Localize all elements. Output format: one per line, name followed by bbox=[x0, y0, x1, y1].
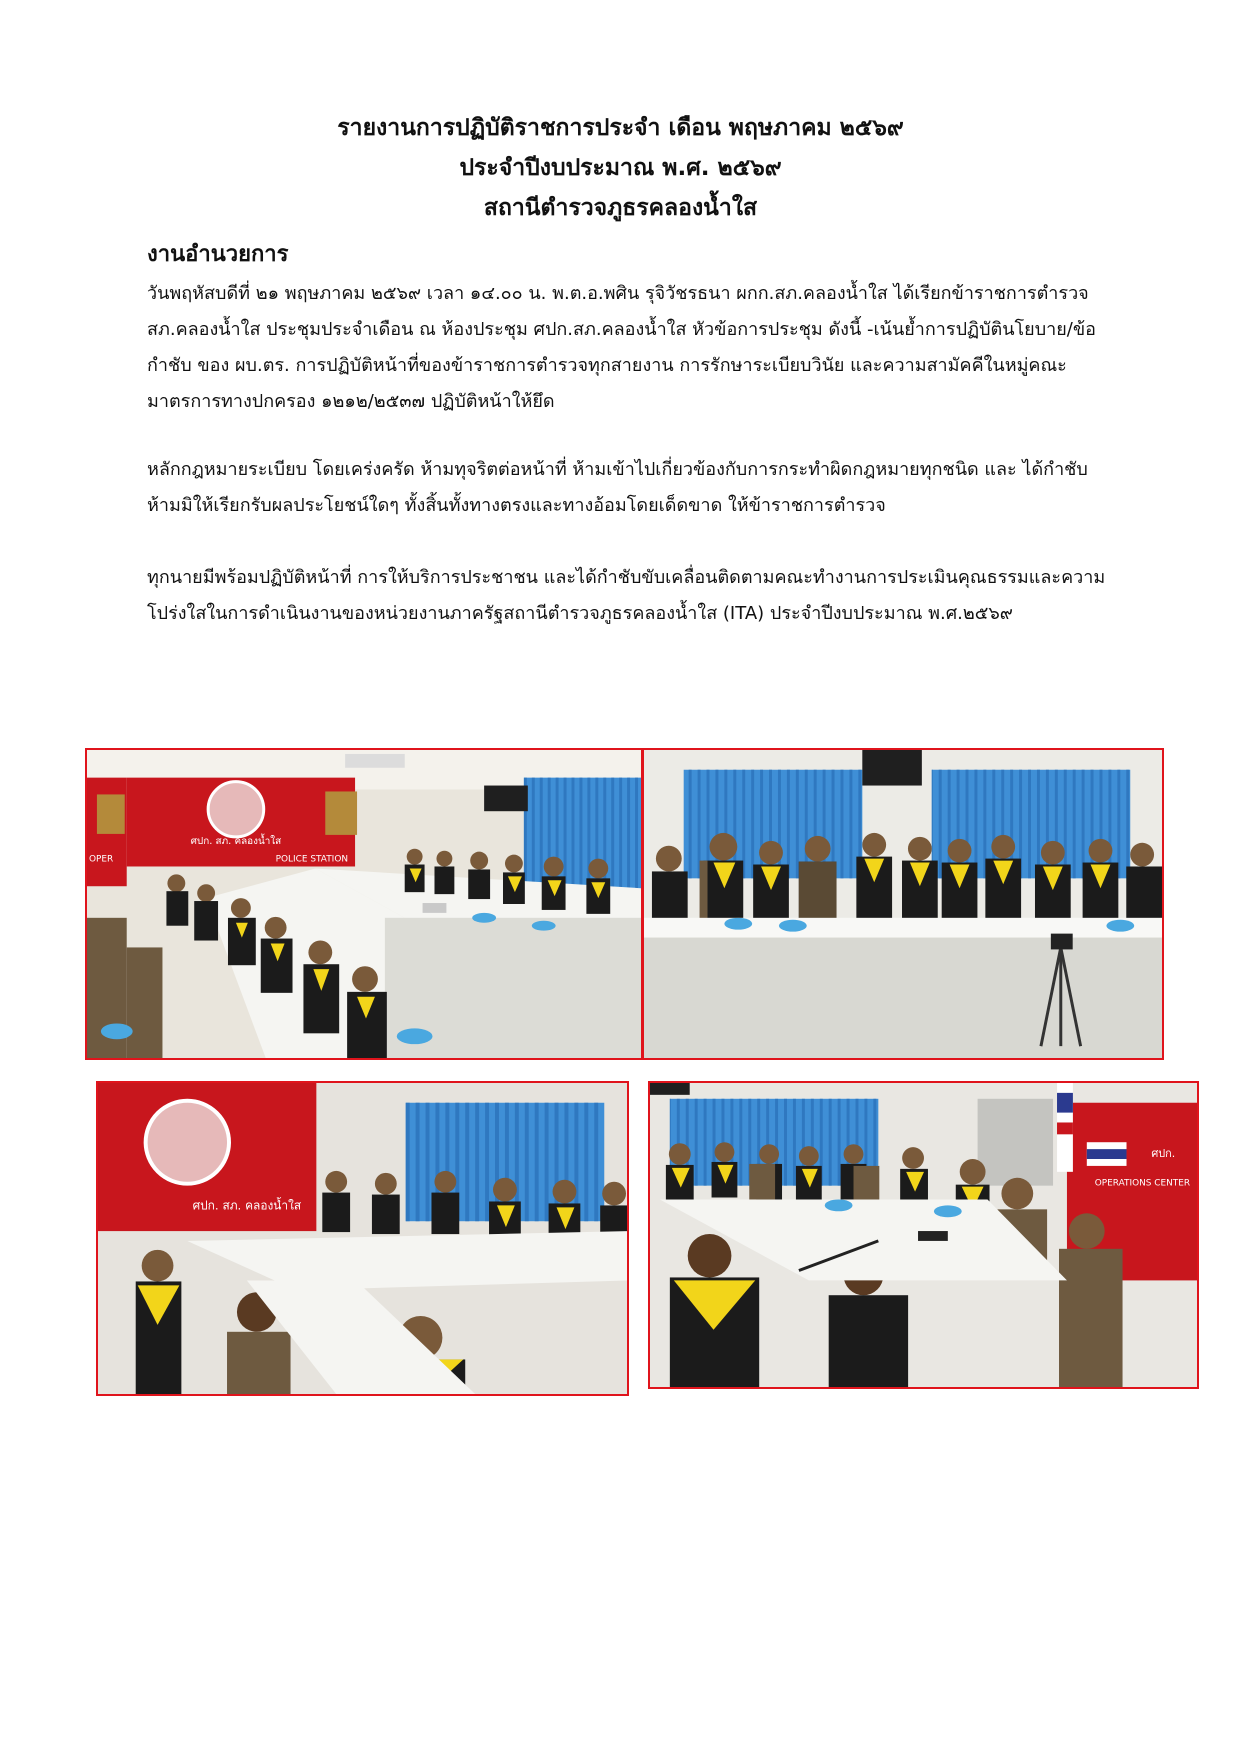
meeting-photo-1 bbox=[85, 748, 643, 1060]
meeting-photo-3 bbox=[96, 1081, 629, 1396]
fiscal-year-line: ประจำปีงบประมาณ พ.ศ. ๒๕๖๙ bbox=[459, 155, 782, 181]
photo1-banner-text: POLICE STATION bbox=[275, 854, 349, 865]
paragraph-1: วันพฤหัสบดีที่ ๒๑ พฤษภาคม ๒๕๖๙ เวลา ๑๔.๐๐ น. พ.ต.อ.พศิน รุจิวัชรธนา ผกก.สภ.คลองน้ำใส ได้เรียกข้าราชการตำรวจ สภ.คลองน้ำใส ประชุมประจำเดือน ณ ห้องประชุม ศปก.สภ.คลองน้ำใส หัวข้อการประชุม ดังนี้ -เน้นย้ำการปฏิบัตินโยบาย/ข้อกำชับ ของ ผบ.ตร. การปฏิบัติหน้าที่ของข้าราชการตำรวจทุกสายงาน การรักษาระเบียบวินัย และความสามัคคีในหมู่คณะมาตรการทางปกครอง ๑๒๑๒/๒๕๓๗ ปฏิบัติหน้าให้ยึด bbox=[147, 283, 1096, 412]
section-heading: งานอำนวยการ bbox=[147, 242, 289, 267]
photo3-sign-text: ศปก. สภ. คลองน้ำใส bbox=[192, 1198, 302, 1213]
photo4-sign-text: ศปก. bbox=[1151, 1147, 1176, 1161]
report-title-block bbox=[0, 108, 1241, 228]
meeting-photo-4 bbox=[648, 1081, 1199, 1389]
photo1-sign-text: ศปก. สภ. คลองน้ำใส bbox=[190, 835, 282, 847]
meeting-photo-2 bbox=[642, 748, 1164, 1060]
photo1-banner-left-text: OPER bbox=[88, 854, 114, 865]
paragraph-2: หลักกฎหมายระเบียบ โดยเคร่งครัด ห้ามทุจริตต่อหน้าที่ ห้ามเข้าไปเกี่ยวข้องกับการกระทำผิดกฎหมายทุกชนิด และ ได้กำชับห้ามมิให้เรียกรับผลประโยชน์ใดๆ ทั้งสิ้นทั้งทางตรงและทางอ้อมโดยเด็ดขาด ให้ข้าราชการตำรวจ bbox=[147, 459, 1088, 516]
station-name: สถานีตำรวจภูธรคลองน้ำใส bbox=[483, 195, 758, 221]
report-title: รายงานการปฏิบัติราชการประจำ เดือน พฤษภาคม ๒๕๖๙ bbox=[337, 115, 904, 141]
photo4-banner-text: OPERATIONS CENTER bbox=[1094, 1178, 1191, 1189]
paragraph-3: ทุกนายมีพร้อมปฏิบัติหน้าที่ การให้บริการประชาชน และได้กำชับขับเคลื่อนติดตามคณะทำงานการประเมินคุณธรรมและความโปร่งใสในการดำเนินงานของหน่วยงานภาครัฐสถานีตำรวจภูธรคลองน้ำใส (ITA) ประจำปีงบประมาณ พ.ศ.๒๕๖๙ bbox=[147, 567, 1106, 624]
